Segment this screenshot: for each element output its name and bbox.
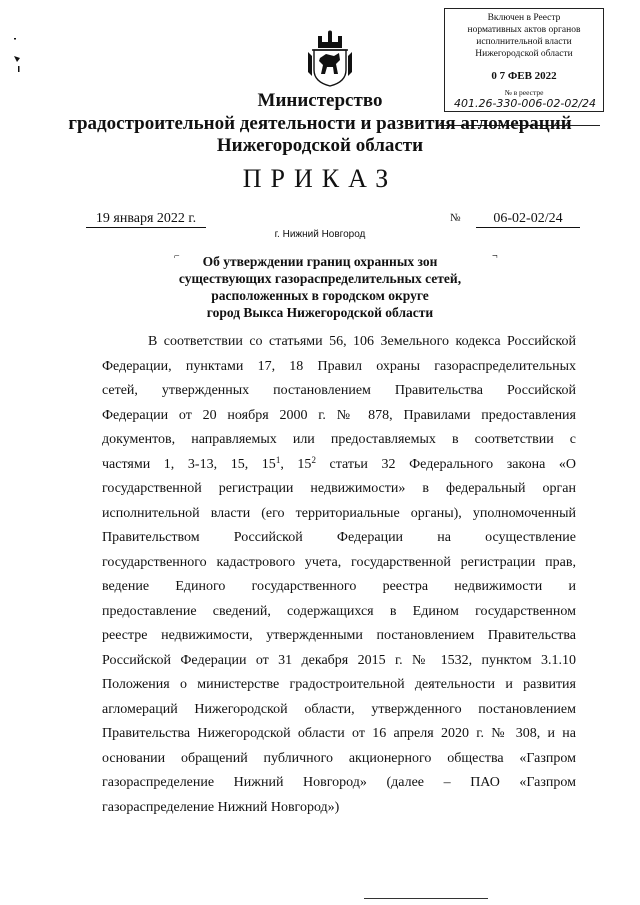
body-line: Положения о министерстве градостроительной деятельности и развития — [102, 677, 576, 692]
stamp-line: Включен в Реестр — [487, 13, 561, 23]
body-line: документов, направляемых или предоставляемых в соответствии с — [102, 432, 576, 447]
body-line: государственного кадастрового учета, государственной регистрации прав, — [102, 554, 576, 570]
body-line: реестре недвижимости, утвержденными постановлением Правительства — [102, 628, 576, 643]
page-footer-rule — [364, 898, 488, 899]
stamp-registry-label: № в реестре — [504, 88, 544, 97]
order-number-label: № — [450, 212, 461, 224]
ministry-title: Министерство — [257, 90, 383, 111]
body-line: ведение Единого государственного реестра недвижимости и — [102, 579, 576, 594]
body-line: газораспределение Нижний Новгород» (далее – ПАО «Газпром — [102, 775, 576, 790]
subject-line: город Выкса Нижегородской области — [206, 305, 434, 320]
body-text-span: статьи 32 Федерального закона «О — [315, 456, 577, 472]
body-line: основании обращений публичного акционерного общества «Газпром — [102, 750, 576, 766]
coat-of-arms-emblem — [306, 30, 354, 88]
scan-mark — [10, 36, 26, 76]
order-number: 06-02-02/24 — [476, 210, 580, 228]
subject-line: Об утверждении границ охранных зон — [202, 254, 438, 269]
stamp-line: Нижегородской области — [475, 49, 573, 59]
stamp-registry-number: 401.26-330-006-02-02/24 — [453, 97, 597, 110]
body-text-span: , 15 — [280, 456, 312, 472]
stamp-line: нормативных актов органов — [467, 25, 581, 35]
body-line: газораспределение Нижний Новгород») — [102, 799, 340, 815]
body-line: Правительства Нижегородской области от 16 апреля 2020 г. № 308, и на — [102, 726, 576, 741]
subject-title — [140, 253, 500, 321]
body-text-span: частями 1, 3-13, 15, 15 — [102, 456, 276, 472]
stamp-date: 0 7 ФЕВ 2022 — [491, 70, 557, 82]
body-line: агломераций Нижегородской области, утвержденного постановлением — [102, 701, 576, 717]
subject-line: существующих газораспределительных сетей, — [178, 271, 462, 286]
order-city: г. Нижний Новгород — [274, 229, 366, 240]
superscript: 1 — [275, 454, 281, 465]
subject-corner-right: ¬ — [492, 251, 498, 262]
body-line: сетей, утвержденных постановлением Правительства Российской — [102, 383, 576, 398]
body-line: Российской Федерации от 31 декабря 2015 г. № 1532, пунктом 3.1.10 — [102, 652, 576, 668]
document-type: ПРИКАЗ — [242, 164, 398, 193]
subject-line: расположенных в городском округе — [211, 288, 429, 303]
body-line: Федерации от 20 ноября 2000 г. № 878, Правилами предоставления — [102, 407, 576, 423]
order-date: 19 января 2022 г. — [86, 210, 206, 228]
subject-corner-left: ⌐ — [174, 251, 180, 262]
superscript: 2 — [311, 454, 316, 465]
body-paragraph — [102, 330, 576, 820]
body-line: исполнительной власти (его территориальные органы), уполномоченный — [102, 505, 576, 521]
body-line: государственной регистрации недвижимости» в федеральный орган — [102, 481, 576, 496]
stamp-line: исполнительной власти — [476, 37, 572, 47]
body-line: В соответствии со статьями 56, 106 Земельного кодекса Российской — [148, 334, 576, 349]
body-line: Правительством Российской Федерации на осуществление — [102, 530, 576, 545]
body-line — [102, 453, 576, 478]
body-line: предоставление сведений, содержащихся в Едином государственном — [102, 603, 576, 619]
ministry-region: Нижегородской области — [216, 135, 424, 156]
body-line: Федерации, пунктами 17, 18 Правил охраны газораспределительных — [102, 358, 576, 374]
ministry-subtitle: градостроительной деятельности и развития агломераций — [68, 113, 572, 134]
